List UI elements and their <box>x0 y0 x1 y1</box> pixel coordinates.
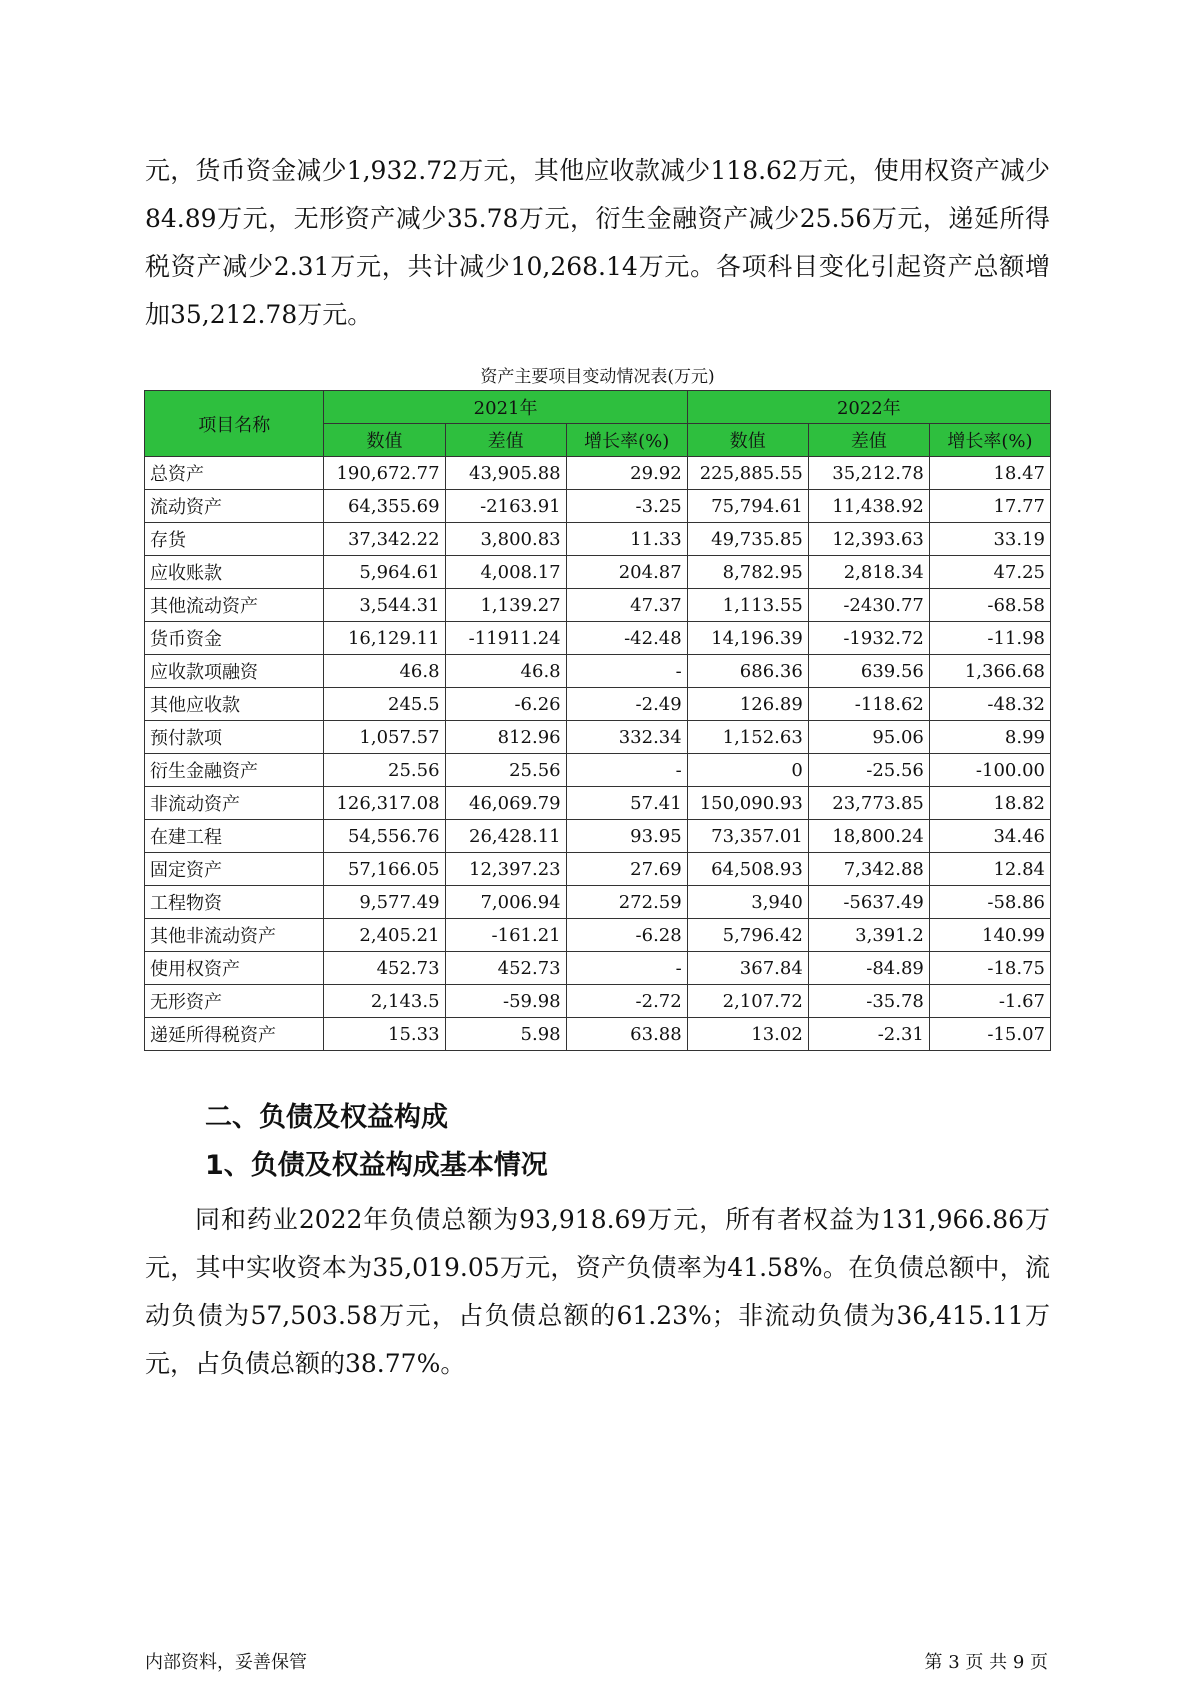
row-value: 26,428.11 <box>445 820 566 853</box>
table-row <box>145 919 1051 952</box>
header-year-2022: 2022年 <box>687 391 1050 424</box>
row-value: -2.31 <box>808 1018 929 1051</box>
row-label: 在建工程 <box>145 820 324 853</box>
row-value: 46.8 <box>445 655 566 688</box>
row-value: -35.78 <box>808 985 929 1018</box>
asset-change-table <box>144 390 1051 1051</box>
row-value: 452.73 <box>445 952 566 985</box>
row-value: - <box>566 754 687 787</box>
row-value: -6.28 <box>566 919 687 952</box>
row-value: 43,905.88 <box>445 457 566 490</box>
table-row <box>145 622 1051 655</box>
row-value: 25.56 <box>324 754 445 787</box>
row-value: -59.98 <box>445 985 566 1018</box>
row-label: 流动资产 <box>145 490 324 523</box>
table-row <box>145 886 1051 919</box>
header-item-name: 项目名称 <box>145 391 324 457</box>
row-value: 57.41 <box>566 787 687 820</box>
row-value: 35,212.78 <box>808 457 929 490</box>
row-value: 93.95 <box>566 820 687 853</box>
row-value: 33.19 <box>929 523 1050 556</box>
subsection-heading: 1、负债及权益构成基本情况 <box>205 1150 548 1181</box>
row-value: -15.07 <box>929 1018 1050 1051</box>
row-label: 无形资产 <box>145 985 324 1018</box>
row-value: 1,152.63 <box>687 721 808 754</box>
row-value: 12.84 <box>929 853 1050 886</box>
row-value: 25.56 <box>445 754 566 787</box>
row-value: 8,782.95 <box>687 556 808 589</box>
row-value: -3.25 <box>566 490 687 523</box>
row-value: 0 <box>687 754 808 787</box>
table-caption: 资产主要项目变动情况表(万元) <box>480 367 715 387</box>
row-value: -118.62 <box>808 688 929 721</box>
row-value: 49,735.85 <box>687 523 808 556</box>
row-value: 639.56 <box>808 655 929 688</box>
row-value: 18.47 <box>929 457 1050 490</box>
row-value: 75,794.61 <box>687 490 808 523</box>
row-value: 5.98 <box>445 1018 566 1051</box>
row-value: 3,391.2 <box>808 919 929 952</box>
row-value: -100.00 <box>929 754 1050 787</box>
row-value: -5637.49 <box>808 886 929 919</box>
table-row <box>145 853 1051 886</box>
subheader-value: 数值 <box>324 424 445 457</box>
row-label: 非流动资产 <box>145 787 324 820</box>
subheader-diff: 差值 <box>445 424 566 457</box>
row-label: 总资产 <box>145 457 324 490</box>
row-value: -18.75 <box>929 952 1050 985</box>
row-value: -161.21 <box>445 919 566 952</box>
row-value: 12,393.63 <box>808 523 929 556</box>
row-value: 7,342.88 <box>808 853 929 886</box>
intro-paragraph <box>145 147 1050 339</box>
table-row <box>145 490 1051 523</box>
row-value: 1,139.27 <box>445 589 566 622</box>
row-value: 452.73 <box>324 952 445 985</box>
row-value: 150,090.93 <box>687 787 808 820</box>
row-label: 其他非流动资产 <box>145 919 324 952</box>
row-value: 12,397.23 <box>445 853 566 886</box>
table-row <box>145 820 1051 853</box>
row-value: 47.37 <box>566 589 687 622</box>
row-value: 46.8 <box>324 655 445 688</box>
row-label: 应收账款 <box>145 556 324 589</box>
table-row <box>145 523 1051 556</box>
table-row <box>145 787 1051 820</box>
row-value: 23,773.85 <box>808 787 929 820</box>
row-value: 190,672.77 <box>324 457 445 490</box>
row-value: 15.33 <box>324 1018 445 1051</box>
row-value: 63.88 <box>566 1018 687 1051</box>
row-value: 13.02 <box>687 1018 808 1051</box>
row-value: 1,057.57 <box>324 721 445 754</box>
row-value: 18,800.24 <box>808 820 929 853</box>
paragraph-text: 元，货币资金减少1,932.72万元，其他应收款减少118.62万元，使用权资产减少84.89万元，无形资产减少35.78万元，衍生金融资产减少25.56万元，递延所得税资产减少2.31万元，共计减少10,268.14万元。各项科目变化引起资产总额增加35,212.78万元。 <box>145 156 1050 329</box>
row-value: 4,008.17 <box>445 556 566 589</box>
row-value: 17.77 <box>929 490 1050 523</box>
table-row <box>145 655 1051 688</box>
row-value: 18.82 <box>929 787 1050 820</box>
row-value: -48.32 <box>929 688 1050 721</box>
row-value: 126,317.08 <box>324 787 445 820</box>
row-value: 367.84 <box>687 952 808 985</box>
row-value: 34.46 <box>929 820 1050 853</box>
table-row <box>145 985 1051 1018</box>
row-label: 应收款项融资 <box>145 655 324 688</box>
row-value: 16,129.11 <box>324 622 445 655</box>
row-value: 3,800.83 <box>445 523 566 556</box>
row-value: 126.89 <box>687 688 808 721</box>
row-value: 9,577.49 <box>324 886 445 919</box>
row-value: -6.26 <box>445 688 566 721</box>
row-label: 使用权资产 <box>145 952 324 985</box>
row-value: 5,796.42 <box>687 919 808 952</box>
row-value: 2,405.21 <box>324 919 445 952</box>
row-value: -25.56 <box>808 754 929 787</box>
table-row <box>145 556 1051 589</box>
footer-note: 内部资料，妥善保管 <box>145 1652 307 1673</box>
row-label: 其他应收款 <box>145 688 324 721</box>
table-row <box>145 589 1051 622</box>
row-value: -42.48 <box>566 622 687 655</box>
row-value: 2,107.72 <box>687 985 808 1018</box>
row-label: 固定资产 <box>145 853 324 886</box>
table-row <box>145 754 1051 787</box>
liability-paragraph <box>145 1196 1050 1388</box>
table-row <box>145 1018 1051 1051</box>
row-value: 11,438.92 <box>808 490 929 523</box>
row-value: -11911.24 <box>445 622 566 655</box>
row-value: 140.99 <box>929 919 1050 952</box>
subheader-value: 数值 <box>687 424 808 457</box>
row-label: 预付款项 <box>145 721 324 754</box>
row-value: -68.58 <box>929 589 1050 622</box>
subheader-diff: 差值 <box>808 424 929 457</box>
row-value: -2430.77 <box>808 589 929 622</box>
row-value: - <box>566 655 687 688</box>
row-label: 货币资金 <box>145 622 324 655</box>
row-value: 27.69 <box>566 853 687 886</box>
row-value: -1932.72 <box>808 622 929 655</box>
row-value: 64,508.93 <box>687 853 808 886</box>
row-value: 332.34 <box>566 721 687 754</box>
row-value: -2.72 <box>566 985 687 1018</box>
row-value: 73,357.01 <box>687 820 808 853</box>
row-value: 11.33 <box>566 523 687 556</box>
row-value: 3,940 <box>687 886 808 919</box>
row-value: 204.87 <box>566 556 687 589</box>
row-value: -1.67 <box>929 985 1050 1018</box>
section-heading: 二、负债及权益构成 <box>205 1102 448 1133</box>
row-value: 37,342.22 <box>324 523 445 556</box>
row-value: 8.99 <box>929 721 1050 754</box>
table-row <box>145 952 1051 985</box>
paragraph-text: 同和药业2022年负债总额为93,918.69万元，所有者权益为131,966.86万元，其中实收资本为35,019.05万元，资产负债率为41.58%。在负债总额中，流动负债为57,503.58万元，占负债总额的61.23%；非流动负债为36,415.11万元，占负债总额的38.77%。 <box>145 1205 1050 1378</box>
row-label: 递延所得税资产 <box>145 1018 324 1051</box>
page-number: 第 3 页 共 9 页 <box>924 1652 1048 1673</box>
subheader-growth: 增长率(%) <box>566 424 687 457</box>
row-value: 64,355.69 <box>324 490 445 523</box>
row-label: 衍生金融资产 <box>145 754 324 787</box>
row-label: 其他流动资产 <box>145 589 324 622</box>
row-value: 272.59 <box>566 886 687 919</box>
row-value: 29.92 <box>566 457 687 490</box>
row-value: 686.36 <box>687 655 808 688</box>
row-value: 46,069.79 <box>445 787 566 820</box>
row-value: 245.5 <box>324 688 445 721</box>
row-value: 225,885.55 <box>687 457 808 490</box>
row-value: 57,166.05 <box>324 853 445 886</box>
row-value: -58.86 <box>929 886 1050 919</box>
table-body <box>145 457 1051 1051</box>
row-value: 95.06 <box>808 721 929 754</box>
row-value: 7,006.94 <box>445 886 566 919</box>
table-row <box>145 457 1051 490</box>
row-value: 2,143.5 <box>324 985 445 1018</box>
row-value: 1,113.55 <box>687 589 808 622</box>
row-value: -84.89 <box>808 952 929 985</box>
row-label: 存货 <box>145 523 324 556</box>
row-value: 14,196.39 <box>687 622 808 655</box>
table-row <box>145 721 1051 754</box>
row-value: - <box>566 952 687 985</box>
row-value: -11.98 <box>929 622 1050 655</box>
row-value: 5,964.61 <box>324 556 445 589</box>
header-year-2021: 2021年 <box>324 391 687 424</box>
row-value: 1,366.68 <box>929 655 1050 688</box>
row-value: 3,544.31 <box>324 589 445 622</box>
row-value: -2.49 <box>566 688 687 721</box>
row-value: 47.25 <box>929 556 1050 589</box>
subheader-growth: 增长率(%) <box>929 424 1050 457</box>
table-row <box>145 688 1051 721</box>
row-value: 812.96 <box>445 721 566 754</box>
row-value: 2,818.34 <box>808 556 929 589</box>
row-value: 54,556.76 <box>324 820 445 853</box>
row-label: 工程物资 <box>145 886 324 919</box>
row-value: -2163.91 <box>445 490 566 523</box>
